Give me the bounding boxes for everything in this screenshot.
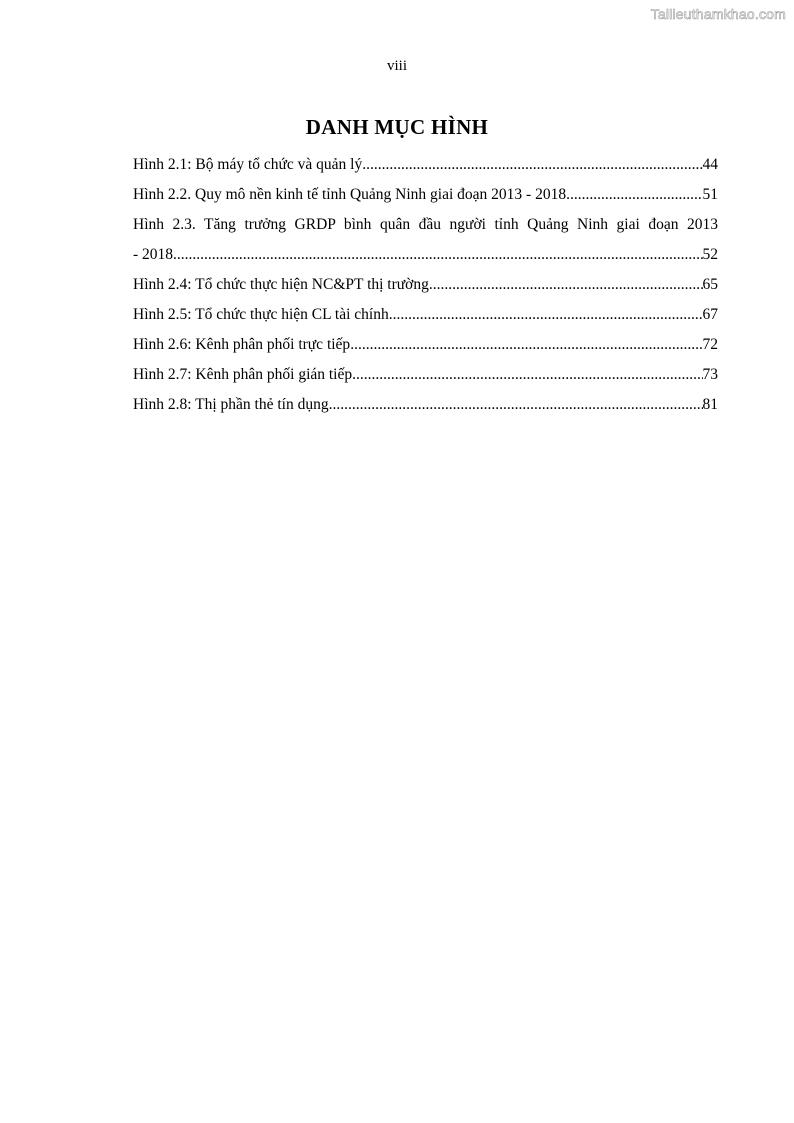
list-item[interactable] xyxy=(133,360,718,390)
entry-page-number: 65 xyxy=(702,276,718,293)
entry-page-number: 67 xyxy=(702,306,718,323)
entry-label: Hình 2.4: Tổ chức thực hiện NC&PT thị trường xyxy=(133,276,429,293)
dot-leader xyxy=(389,300,703,330)
list-item[interactable] xyxy=(133,180,718,210)
entry-label: Hình 2.7: Kênh phân phối gián tiếp xyxy=(133,366,353,383)
entry-label: Hình 2.8: Thị phần thẻ tín dụng xyxy=(133,396,329,413)
figure-list xyxy=(133,150,718,420)
entry-page-number: 72 xyxy=(702,336,718,353)
list-item-line-2[interactable] xyxy=(133,240,718,270)
page-number: viii xyxy=(386,58,407,74)
list-item[interactable] xyxy=(133,390,718,420)
list-item[interactable] xyxy=(133,330,718,360)
dot-leader xyxy=(329,390,703,420)
list-item[interactable] xyxy=(133,270,718,300)
entry-label: Hình 2.1: Bộ máy tổ chức và quản lý xyxy=(133,156,363,173)
entry-label: Hình 2.2. Quy mô nền kinh tế tỉnh Quảng Ninh giai đoạn 2013 - 2018 xyxy=(133,186,567,203)
entry-page-number: 52 xyxy=(702,246,718,263)
dot-leader xyxy=(362,150,702,180)
list-item[interactable] xyxy=(133,300,718,330)
list-item[interactable] xyxy=(133,150,718,180)
dot-leader xyxy=(566,180,702,210)
entry-label: Hình 2.6: Kênh phân phối trực tiếp xyxy=(133,336,351,353)
dot-leader xyxy=(429,270,703,300)
dot-leader xyxy=(173,240,702,270)
entry-label: Hình 2.5: Tổ chức thực hiện CL tài chính xyxy=(133,306,389,323)
entry-page-number: 73 xyxy=(702,366,718,383)
dot-leader xyxy=(352,360,702,390)
entry-page-number: 51 xyxy=(702,186,718,203)
entry-page-number: 44 xyxy=(702,156,718,173)
watermark-text: Tailieuthamkhao.com xyxy=(650,6,786,22)
entry-label: Hình 2.3. Tăng trưởng GRDP bình quân đầu người tỉnh Quảng Ninh giai đoạn 2013 xyxy=(133,216,718,233)
page-title: DANH MỤC HÌNH xyxy=(305,115,489,139)
list-item-line-1[interactable] xyxy=(133,210,718,240)
dot-leader xyxy=(350,330,702,360)
entry-page-number: 81 xyxy=(702,396,718,413)
entry-label-continued: - 2018 xyxy=(133,246,174,263)
